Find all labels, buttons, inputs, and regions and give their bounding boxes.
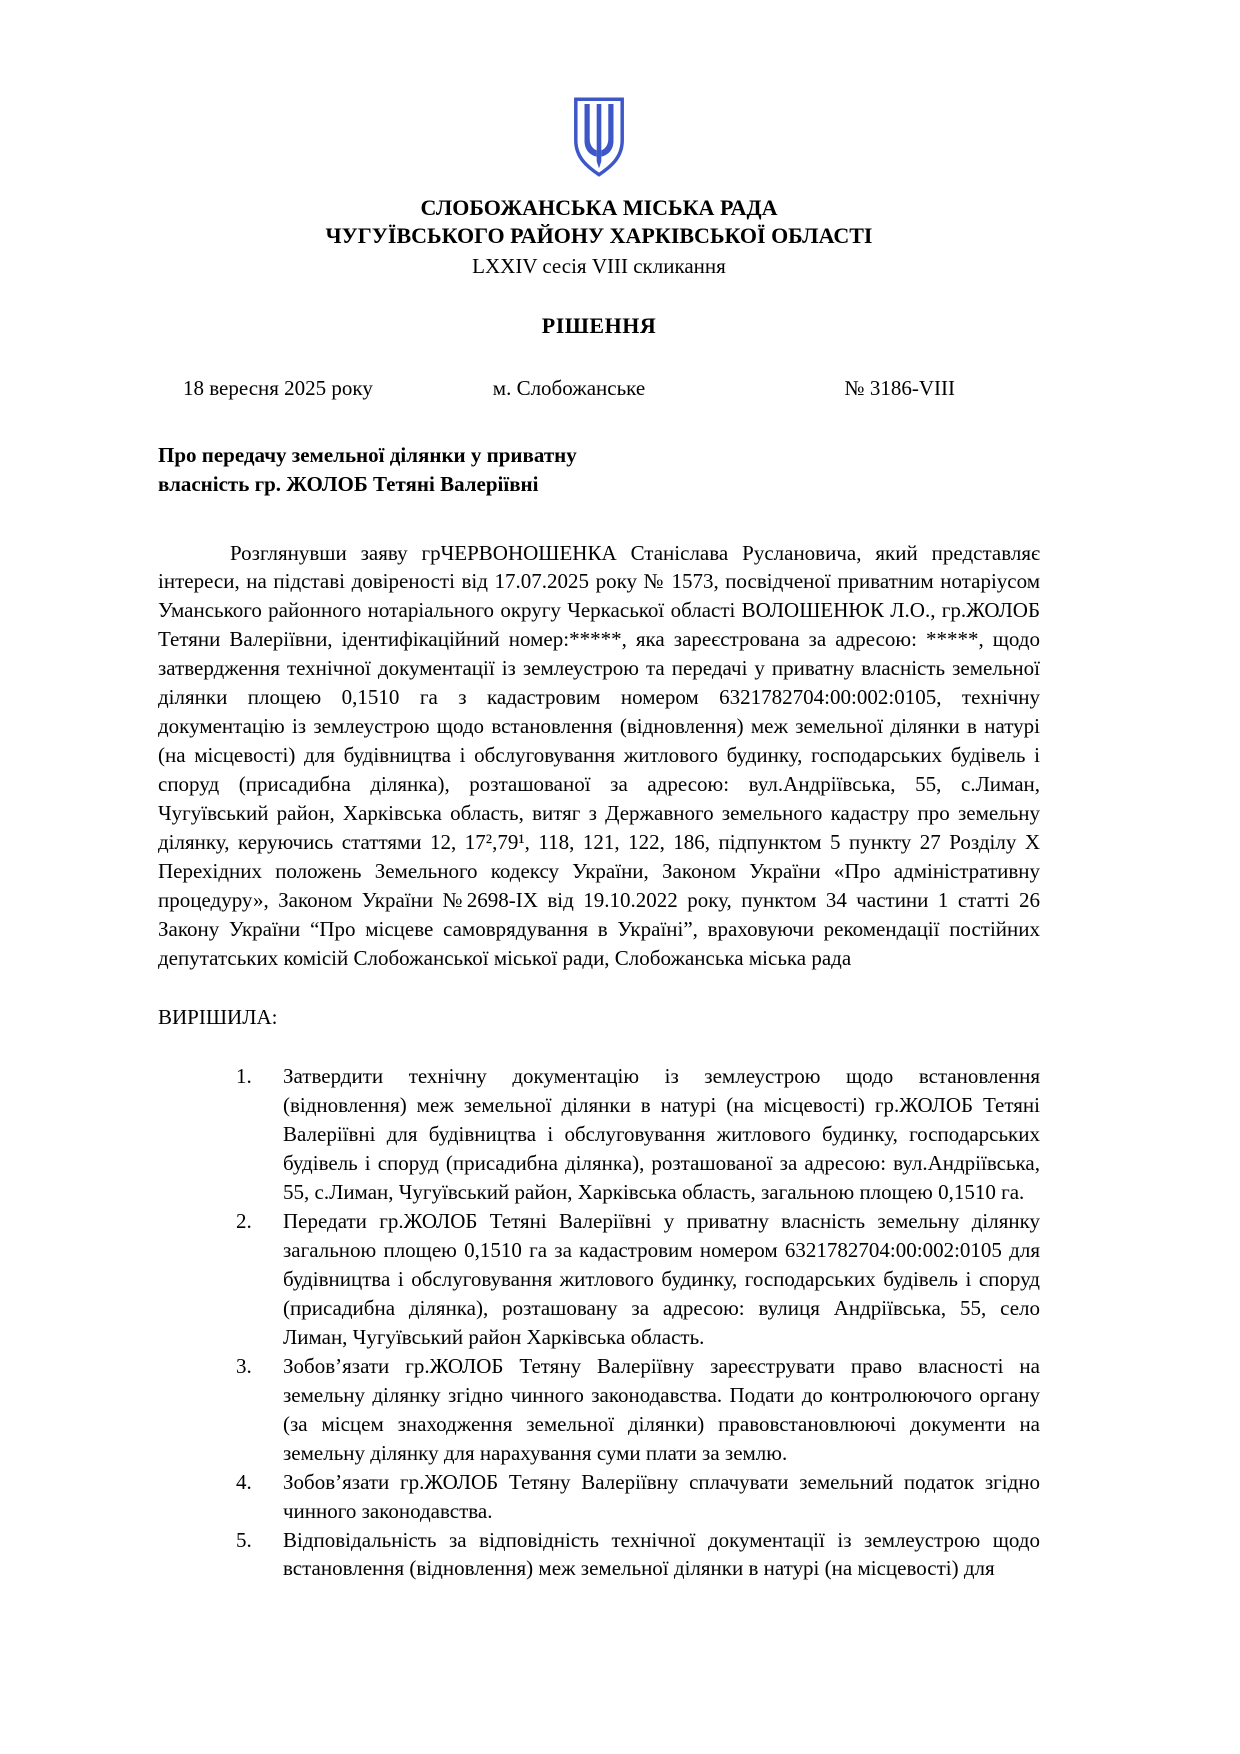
resolution-list (158, 1062, 1040, 1583)
subject-title (158, 441, 1040, 499)
document-type-title: РІШЕННЯ (541, 313, 657, 339)
emblem-container (158, 96, 1040, 186)
resolution-item-2 (236, 1207, 1040, 1352)
item-number: 4. (236, 1469, 252, 1494)
resolution-item-3 (236, 1352, 1040, 1468)
resolution-item-1 (236, 1062, 1040, 1207)
item-text: Передати гр.ЖОЛОБ Тетяні Валеріївні у приватну власність земельну ділянку загальною площею 0,1510 га за кадастровим номером 6321782704:00:002:0105 для будівництва і обслуговування житлового будинку, господарських будівель і споруд (присадибна ділянка), розташовану за адресою: вулиця Андріївська, 55, село Лиман, Чугуївський район Харківська область. (283, 1208, 1040, 1349)
item-number: 5. (236, 1527, 252, 1552)
subject-line-2: власність гр. ЖОЛОБ Тетяні Валеріївні (158, 471, 539, 496)
item-number: 2. (236, 1208, 252, 1233)
subject-line-1: Про передачу земельної ділянки у приватну (158, 442, 577, 467)
session-line: LXXIV сесія VIII скликання (472, 254, 726, 279)
resolution-item-5 (236, 1526, 1040, 1584)
council-name: СЛОБОЖАНСЬКА МІСЬКА РАДА (420, 194, 778, 220)
meta-row (158, 374, 1040, 403)
district-name: ЧУГУЇВСЬКОГО РАЙОНУ ХАРКІВСЬКОЇ ОБЛАСТІ (325, 223, 873, 249)
item-text: Відповідальність за відповідність технічної документації із землеустрою щодо встановлення (відновлення) меж земельної ділянки в натурі (на місцевості) для (283, 1527, 1040, 1581)
item-number: 3. (236, 1353, 252, 1378)
resolved-label: ВИРІШИЛА: (158, 1005, 278, 1030)
item-text: Зобов’язати гр.ЖОЛОБ Тетяну Валеріївну зареєструвати право власності на земельну ділянку згідно чинного законодавства. Подати до контролюючого органу (за місцем знаходження земельної ділянки) правовстановлюючі документи на земельну ділянку для нарахування суми плати за землю. (283, 1353, 1040, 1465)
item-text: Зобов’язати гр.ЖОЛОБ Тетяну Валеріївну сплачувати земельний податок згідно чинного законодавства. (283, 1469, 1040, 1523)
document-place: м. Слобожанське (492, 375, 646, 400)
preamble-paragraph: Розглянувши заяву грЧЕРВОНОШЕНКА Станіслава Руслановича, який представляє інтереси, на підставі довіреності від 17.07.2025 року № 1573, посвідченої приватним нотаріусом Уманського районного нотаріального округу Черкаської області ВОЛОШЕНЮК Л.О., гр.ЖОЛОБ Тетяни Валеріївни, ідентифікаційний номер:*****, яка зареєстрована за адресою: *****, щодо затвердження технічної документації із землеустрою та передачі у приватну власність земельної ділянки площею 0,1510 га з кадастровим номером 6321782704:00:002:0105, технічну документацію із землеустрою щодо встановлення (відновлення) меж земельної ділянки в натурі (на місцевості) для будівництва і обслуговування житлового будинку, господарських будівель і споруд (присадибна ділянка), розташованої за адресою: вул.Андріївська, 55, с.Лиман, Чугуївський район, Харківська область, витяг з Державного земельного кадастру про земельну ділянку, керуючись статтями 12, 17²,79¹, 118, 121, 122, 186, підпунктом 5 пункту 27 Розділу X Перехідних положень Земельного кодексу України, Законом України «Про адміністративну процедуру», Законом України №2698-ІХ від 19.10.2022 року, пунктом 34 частини 1 статті 26 Закону України “Про місцеве самоврядування в Україні”, враховуючи рекомендації постійних депутатських комісій Слобожанської міської ради, Слобожанська міська рада (158, 540, 1040, 971)
item-number: 1. (236, 1064, 252, 1089)
document-number: № 3186-VIII (844, 375, 955, 400)
item-text: Затвердити технічну документацію із землеустрою щодо встановлення (відновлення) меж земельної ділянки в натурі (на місцевості) гр.ЖОЛОБ Тетяні Валеріївні для будівництва і обслуговування житлового будинку, господарських будівель і споруд (присадибна ділянка), розташованої за адресою: вул.Андріївська, 55, с.Лиман, Чугуївський район, Харківська область, загальною площею 0,1510 га. (283, 1064, 1040, 1204)
resolution-item-4 (236, 1468, 1040, 1526)
document-date: 18 вересня 2025 року (183, 375, 373, 400)
ukraine-trident-icon (570, 96, 628, 178)
